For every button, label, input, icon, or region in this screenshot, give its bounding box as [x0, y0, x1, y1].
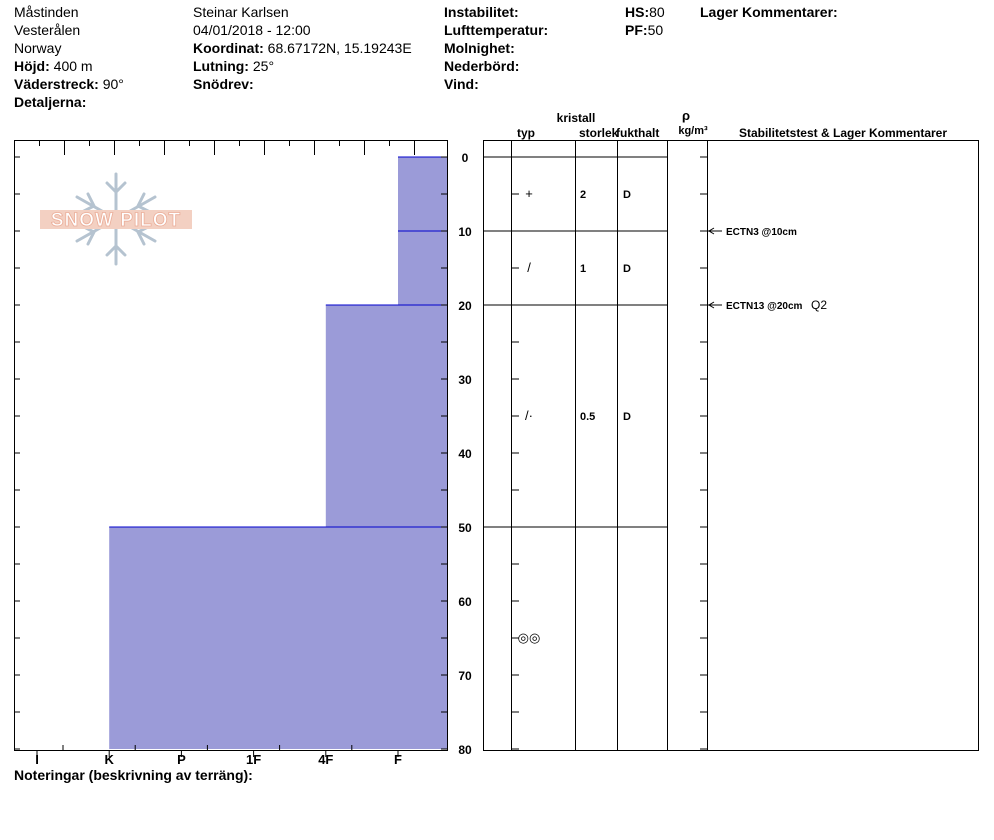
hs-label: HS:: [625, 4, 650, 20]
air-temperature-label: Lufttemperatur:: [444, 22, 549, 38]
hardness-profile: [109, 157, 447, 749]
moisture-value: D: [623, 189, 631, 201]
hardness-tick-label: F: [394, 752, 402, 767]
hs-value: 80: [649, 4, 665, 20]
depth-tick-label: 10: [458, 225, 472, 239]
hardness-tick-label: 4F: [318, 752, 334, 767]
logo-text: SNOW PILOT: [50, 210, 182, 231]
depth-tick-label: 60: [458, 595, 472, 609]
notes-label: Noteringar (beskrivning av terräng):: [14, 767, 253, 783]
stability-tests: [708, 227, 827, 312]
depth-tick-label: 50: [458, 521, 472, 535]
pf-label: PF:: [625, 22, 648, 38]
depth-tick-label: 0: [461, 151, 469, 165]
hardness-layer-bar: [398, 157, 447, 231]
depth-tick-label: 40: [458, 447, 472, 461]
stability-test-label: ECTN3 @10cm: [726, 227, 797, 238]
observer-name: Steinar Karlsen: [193, 4, 289, 20]
grain-size-value: 0.5: [580, 411, 596, 423]
grain-type-symbol: ◎◎: [517, 630, 541, 645]
density-unit-header: kg/m³: [678, 125, 708, 137]
wind-label: Vind:: [444, 76, 479, 92]
size-header: storlek: [579, 126, 619, 140]
grain-size-value: 1: [580, 263, 587, 275]
hardness-layer-bar: [326, 305, 447, 527]
coordinate-value: 68.67172N, 15.19243E: [267, 40, 412, 56]
location-name: Måstinden: [14, 4, 79, 20]
cloud-cover-label: Molnighet:: [444, 40, 515, 56]
hardness-tick-label: P: [177, 752, 186, 767]
depth-tick-label: 30: [458, 373, 472, 387]
grain-type-symbol: /: [527, 260, 531, 275]
stability-header: Stabilitetstest & Lager Kommentarer: [738, 126, 948, 140]
hardness-tick-label: I: [35, 752, 39, 767]
rho-header: ρ: [681, 108, 691, 123]
crystal-header: kristall: [556, 111, 596, 125]
coordinate-label: Koordinat:: [193, 40, 264, 56]
elevation-value: 400 m: [53, 58, 93, 74]
aspect-value: 90°: [102, 76, 124, 92]
grain-type-symbol: +: [525, 186, 533, 201]
depth-tick-label: 80: [458, 743, 472, 757]
moisture-value: D: [623, 411, 631, 423]
drift-label: Snödrev:: [193, 76, 254, 92]
grain-size-value: 2: [580, 189, 587, 201]
instability-label: Instabilitet:: [444, 4, 519, 20]
hardness-layer-bar: [398, 231, 447, 305]
type-header: typ: [517, 126, 535, 140]
pf-value: 50: [647, 22, 664, 38]
snowpilot-logo: [40, 174, 192, 264]
moisture-value: D: [623, 263, 631, 275]
elevation-label: Höjd:: [14, 58, 50, 74]
region-name: Vesterålen: [14, 22, 81, 38]
moisture-header: fukthalt: [616, 126, 660, 140]
slope-label: Lutning:: [193, 58, 249, 74]
slope-value: 25°: [252, 58, 275, 74]
table-depth-ticks: [511, 157, 708, 749]
observation-datetime: 04/01/2018 - 12:00: [193, 22, 311, 38]
country-name: Norway: [14, 40, 62, 56]
hardness-top-ticks: [15, 140, 415, 155]
depth-tick-label: 20: [458, 299, 472, 313]
stability-test-label: ECTN13 @20cm: [726, 301, 803, 312]
grain-type-symbol: /·: [525, 408, 533, 423]
details-label: Detaljerna:: [14, 94, 87, 110]
stability-test-extra: Q2: [811, 298, 828, 312]
hardness-tick-label: 1F: [246, 752, 262, 767]
aspect-label: Väderstreck:: [14, 76, 99, 92]
depth-tick-label: 70: [458, 669, 472, 683]
hardness-layer-bar: [109, 527, 447, 749]
hardness-tick-label: K: [104, 752, 114, 767]
layer-comments-label: Lager Kommentarer:: [700, 4, 838, 20]
precipitation-label: Nederbörd:: [444, 58, 520, 74]
